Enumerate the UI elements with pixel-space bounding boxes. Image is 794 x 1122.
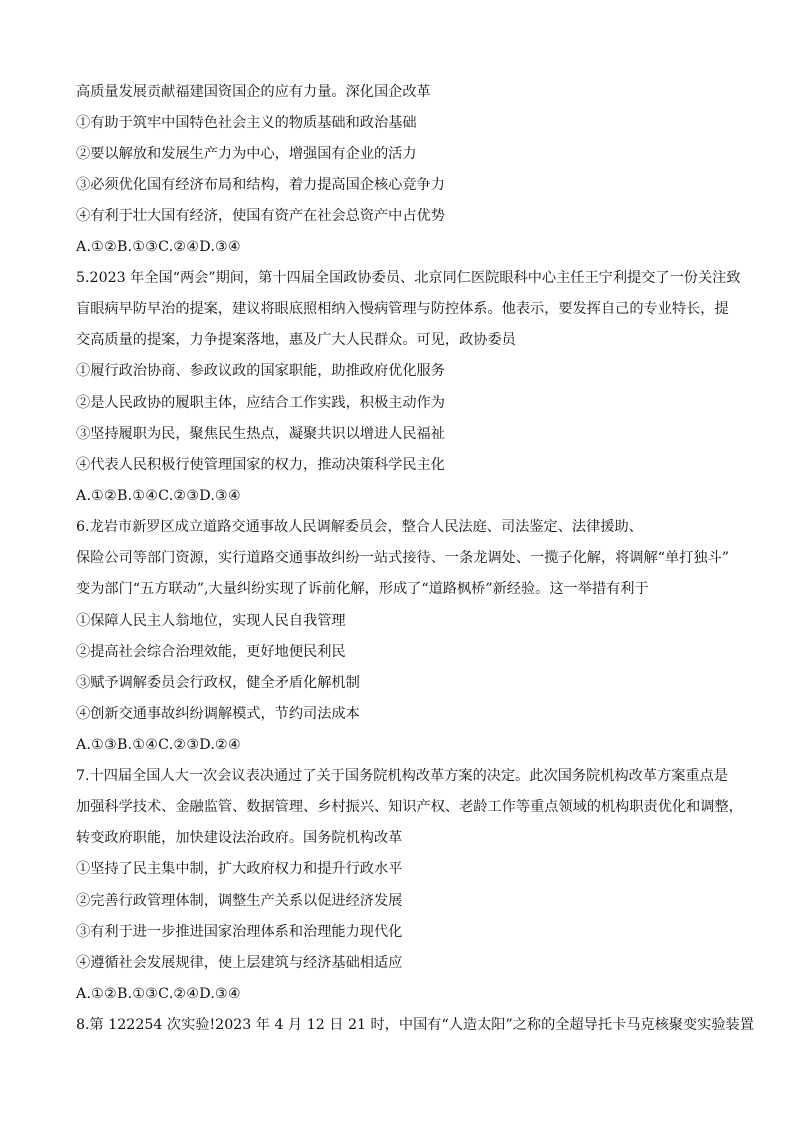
option-4: ④创新交通事故纠纷调解模式，节约司法成本 <box>76 706 360 722</box>
option-1: ①有助于筑牢中国特色社会主义的物质基础和政治基础 <box>76 115 417 131</box>
question-8-stem: 8.第 122254 次实验!2023 年 4 月 12 日 21 时，中国有“人造太阳”之称的全超导托卡马克核聚变实验装置 <box>76 1017 754 1033</box>
option-3: ③必须优化国有经济布局和结构，着力提高国企核心竞争力 <box>76 177 445 193</box>
answer-choices: A.①②B.①③C.②④D.③④ <box>76 239 241 255</box>
question-7-stem: 7.十四届全国人大一次会议表决通过了关于国务院机构改革方案的决定。此次国务院机构改革方案重点是 <box>76 768 728 784</box>
answer-choices: A.①③B.①④C.②③D.②④ <box>76 737 241 753</box>
question-5-stem: 交高质量的提案，力争提案落地，惠及广大人民群众。可见，政协委员 <box>76 332 516 348</box>
question-6-stem: 变为部门“五方联动”,大量纠纷实现了诉前化解，形成了“道路枫桥”新经验。这一举措有利于 <box>76 581 649 597</box>
option-1: ①履行政治协商、参政议政的国家职能，助推政府优化服务 <box>76 363 445 379</box>
answer-choices: A.①②B.①③C.②④D.③④ <box>76 986 241 1002</box>
option-2: ②完善行政管理体制，调整生产关系以促进经济发展 <box>76 893 403 909</box>
question-5-stem: 盲眼病早防早治的提案，建议将眼底照相纳入慢病管理与防控体系。他表示，要发挥自己的专业特长，提 <box>76 301 729 317</box>
option-3: ③赋予调解委员会行政权，健全矛盾化解机制 <box>76 675 360 691</box>
passage-line: 高质量发展贡献福建国资国企的应有力量。深化国企改革 <box>76 84 431 100</box>
answer-choices: A.①②B.①④C.②③D.③④ <box>76 488 241 504</box>
option-1: ①保障人民主人翁地位，实现人民自我管理 <box>76 613 346 629</box>
option-3: ③有利于进一步推进国家治理体系和治理能力现代化 <box>76 924 403 940</box>
option-4: ④有利于壮大国有经济，使国有资产在社会总资产中占优势 <box>76 208 445 224</box>
option-1: ①坚持了民主集中制，扩大政府权力和提升行政水平 <box>76 861 403 877</box>
question-7-stem: 加强科学技术、金融监管、数据管理、乡村振兴、知识产权、老龄工作等重点领域的机构职责优化和调整， <box>76 799 743 815</box>
option-2: ②是人民政协的履职主体，应结合工作实践，积极主动作为 <box>76 395 445 411</box>
option-4: ④遵循社会发展规律，使上层建筑与经济基础相适应 <box>76 955 403 971</box>
option-2: ②提高社会综合治理效能，更好地便民利民 <box>76 644 346 660</box>
question-7-stem: 转变政府职能，加快建设法治政府。国务院机构改革 <box>76 830 403 846</box>
option-4: ④代表人民积极行使管理国家的权力，推动决策科学民主化 <box>76 457 445 473</box>
option-2: ②要以解放和发展生产力为中心，增强国有企业的活力 <box>76 146 417 162</box>
question-6-stem: 保险公司等部门资源，实行道路交通事故纠纷一站式接待、一条龙调处、一揽子化解，将调解“单打独斗” <box>76 550 729 566</box>
question-5-stem: 5.2023 年全国“两会”期间，第十四届全国政协委员、北京同仁医院眼科中心主任王宁利提交了一份关注致 <box>76 270 741 286</box>
question-6-stem: 6.龙岩市新罗区成立道路交通事故人民调解委员会，整合人民法庭、司法鉴定、法律援助、 <box>76 519 643 535</box>
option-3: ③坚持履职为民，聚焦民生热点，凝聚共识以增进人民福祉 <box>76 426 445 442</box>
